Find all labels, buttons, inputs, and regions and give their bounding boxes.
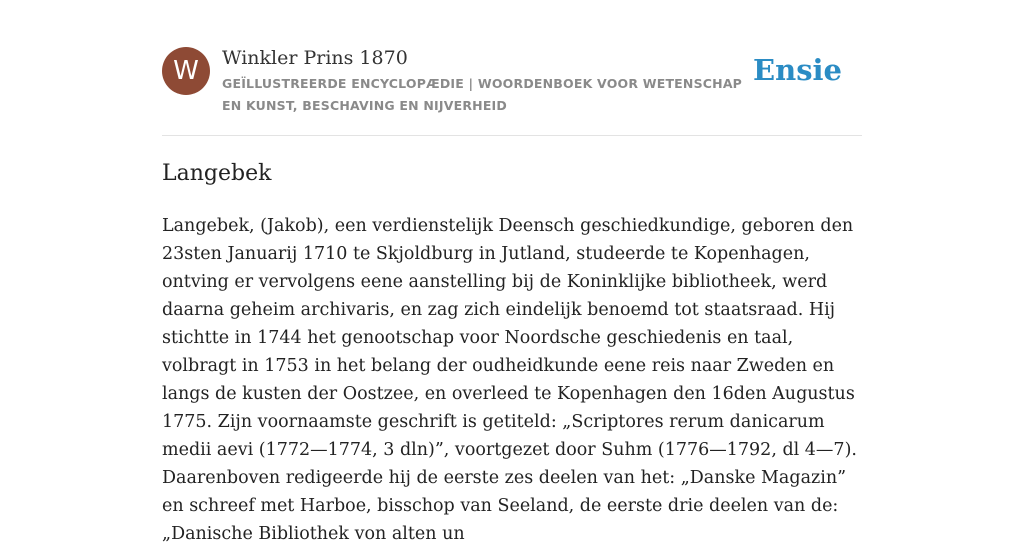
source-header <box>162 46 862 116</box>
entry-body: Langebek, (Jakob), een verdienstelijk Deensch geschiedkundige, geboren den 23sten Januarij 1710 te Skjoldburg in Jutland, studeerde te Kopenhagen, ontving er vervolgens eene aanstelling bij de Koninklijke bibliotheek, werd daarna geheim archivaris, en zag zich eindelijk benoemd tot staatsraad. Hij stichtte in 1744 het genootschap voor Noordsche geschiedenis en taal, volbragt in 1753 in het belang der oudheidkunde eene reis naar Zweden en langs de kusten der Oostzee, en overleed te Kopenhagen den 16den Augustus 1775. Zijn voornaamste geschrift is getiteld: „Scriptores rerum danicarum medii aevi (1772—1774, 3 dln)”, voortgezet door Suhm (1776—1792, dl 4—7). Daarenboven redigeerde hij de eerste zes deelen van het: „Danske Magazin” en schreef met Harboe, bisschop van Seeland, de eerste drie deelen van de: „Danische Bibliothek von alten un <box>162 216 857 544</box>
source-subtitle: GEÏLLUSTREERDE ENCYCLOPÆDIE | WOORDENBOEK VOOR WETENSCHAP EN KUNST, BESCHAVING EN NIJVERHEID <box>222 76 743 113</box>
entry-title: Langebek <box>162 161 272 186</box>
ensie-logo[interactable]: Ensie <box>753 53 842 87</box>
header-divider <box>162 135 862 136</box>
avatar[interactable]: W <box>162 47 210 95</box>
source-title[interactable]: Winkler Prins 1870 <box>222 47 408 69</box>
